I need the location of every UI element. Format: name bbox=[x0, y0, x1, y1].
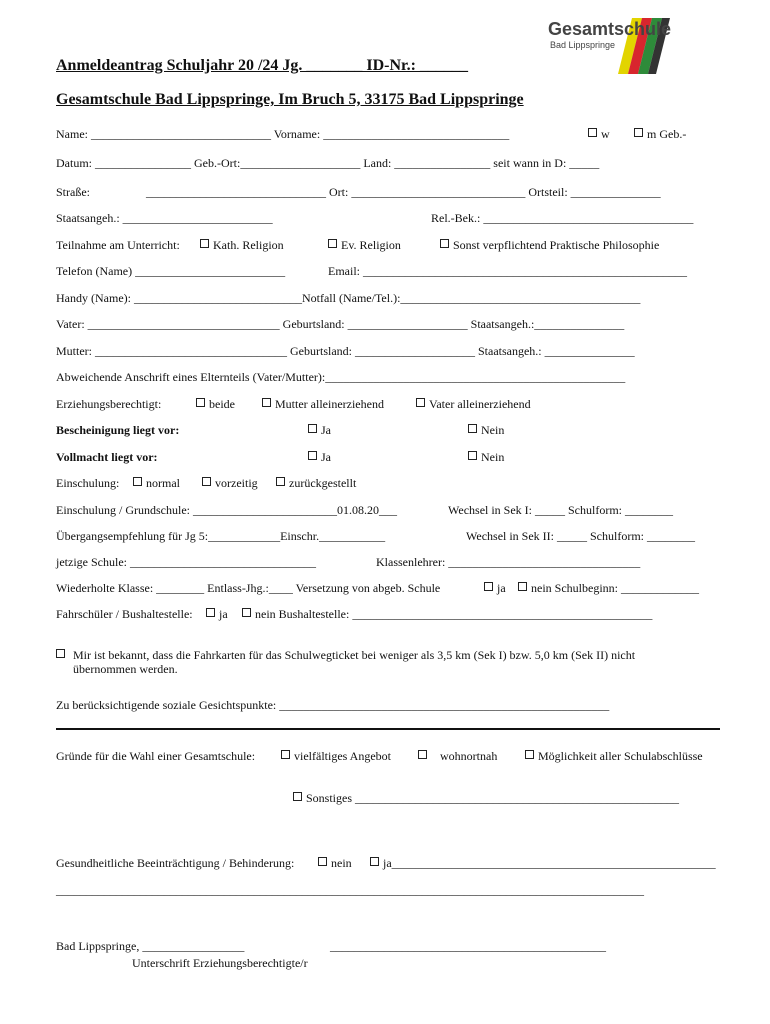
jetzige-schule-field[interactable]: jetzige Schule: _______________________________ bbox=[56, 555, 316, 569]
wohnortnah-label: wohnortnah bbox=[440, 749, 498, 763]
checkbox-icon bbox=[308, 424, 317, 433]
wohnortnah-checkbox[interactable] bbox=[418, 750, 431, 762]
datum-row[interactable]: Datum: ________________ Geb.-Ort:____________________ Land: ________________ seit wann in D: _____ bbox=[56, 156, 600, 170]
ort-datum-field[interactable]: Bad Lippspringe, _________________ bbox=[56, 939, 245, 953]
gesundheit-ja-checkbox[interactable] bbox=[370, 857, 716, 869]
grundschule-field[interactable]: Einschulung / Grundschule: ________________________01.08.20___ bbox=[56, 503, 397, 517]
erziehungsberechtigt-label: Erziehungsberechtigt: bbox=[56, 397, 162, 411]
checkbox-icon bbox=[328, 239, 337, 248]
checkbox-icon bbox=[196, 398, 205, 407]
soziale-gesichtspunkte-field[interactable]: Zu berücksichtigende soziale Gesichtspunkte: _______________________________________________________ bbox=[56, 698, 610, 712]
divider bbox=[56, 728, 720, 730]
gesundheit-ja-label: ja______________________________________________________ bbox=[383, 856, 716, 870]
versetzung-ja-checkbox[interactable] bbox=[484, 582, 506, 594]
checkbox-icon bbox=[588, 128, 597, 137]
gesundheit-nein-label: nein bbox=[331, 856, 352, 870]
einschulung-vorzeitig-checkbox[interactable] bbox=[202, 477, 258, 489]
vielfaeltig-checkbox[interactable] bbox=[281, 750, 391, 762]
gender-m-label: m Geb.- bbox=[647, 127, 687, 141]
gender-m-checkbox[interactable] bbox=[634, 128, 686, 140]
gender-w-label: w bbox=[601, 127, 610, 141]
checkbox-icon bbox=[56, 649, 65, 658]
fahrkarten-ack-checkbox[interactable] bbox=[56, 649, 69, 661]
checkbox-icon bbox=[370, 857, 379, 866]
relbek-field[interactable]: Rel.-Bek.: ___________________________________ bbox=[431, 211, 694, 225]
checkbox-icon bbox=[308, 451, 317, 460]
teilnahme-label: Teilnahme am Unterricht: bbox=[56, 238, 180, 252]
checkbox-icon bbox=[518, 582, 527, 591]
checkbox-icon bbox=[525, 750, 534, 759]
kath-religion-checkbox[interactable] bbox=[200, 239, 284, 251]
checkbox-icon bbox=[484, 582, 493, 591]
zurueck-label: zurückgestellt bbox=[289, 476, 357, 490]
vorzeitig-label: vorzeitig bbox=[215, 476, 258, 490]
beide-checkbox[interactable] bbox=[196, 398, 235, 410]
vollmacht-label: Vollmacht liegt vor: bbox=[56, 450, 158, 464]
einschulung-normal-checkbox[interactable] bbox=[133, 477, 180, 489]
name-field[interactable]: Name: ______________________________ Vorname: _______________________________ bbox=[56, 127, 510, 141]
ev-religion-label: Ev. Religion bbox=[341, 238, 401, 252]
fahrschueler-nein-checkbox[interactable] bbox=[242, 608, 652, 620]
school-logo bbox=[540, 12, 680, 76]
form-title: Anmeldeantrag Schuljahr 20 /24 Jg. _______ ID-Nr.: ______ bbox=[56, 57, 469, 74]
gruende-label: Gründe für die Wahl einer Gesamtschule: bbox=[56, 749, 256, 763]
nein-label: Nein bbox=[481, 423, 505, 437]
checkbox-icon bbox=[293, 792, 302, 801]
checkbox-icon bbox=[468, 451, 477, 460]
sonstiges-label: Sonstiges ______________________________________________________ bbox=[306, 791, 680, 805]
bescheinigung-label: Bescheinigung liegt vor: bbox=[56, 423, 180, 437]
vater-allein-label: Vater alleinerziehend bbox=[429, 397, 531, 411]
fahrschueler-ja-checkbox[interactable] bbox=[206, 608, 228, 620]
checkbox-icon bbox=[206, 608, 215, 617]
checkbox-icon bbox=[262, 398, 271, 407]
schulbeginn-label: nein Schulbeginn: _____________ bbox=[531, 581, 699, 595]
school-address: Gesamtschule Bad Lippspringe, Im Bruch 5, 33175 Bad Lippspringe bbox=[56, 91, 524, 108]
kath-religion-label: Kath. Religion bbox=[213, 238, 284, 252]
einschulung-label: Einschulung: bbox=[56, 476, 120, 490]
ja-label: ja bbox=[219, 607, 228, 621]
checkbox-icon bbox=[281, 750, 290, 759]
uebergang-field[interactable]: Übergangsempfehlung für Jg 5:____________Einschr.___________ bbox=[56, 529, 386, 543]
wechsel-sek1-field[interactable]: Wechsel in Sek I: _____ Schulform: ________ bbox=[448, 503, 674, 517]
gesundheit-label: Gesundheitliche Beeinträchtigung / Behinderung: bbox=[56, 856, 295, 870]
logo-subtitle: Bad Lippspringe bbox=[550, 40, 616, 50]
fahrkarten-text-2: übernommen werden. bbox=[73, 662, 178, 676]
vater-field[interactable]: Vater: ________________________________ Geburtsland: ____________________ Staatsangeh.:_______________ bbox=[56, 317, 625, 331]
checkbox-icon bbox=[242, 608, 251, 617]
vollmacht-nein-checkbox[interactable] bbox=[468, 451, 504, 463]
strasse-field[interactable]: ______________________________ Ort: _____________________________ Ortsteil: _______________ bbox=[146, 185, 661, 199]
fahrkarten-text-1: Mir ist bekannt, dass die Fahrkarten für das Schulwegticket bei weniger als 3,5 km (Sek I) bzw. 5,0 km (Sek II) nicht bbox=[73, 648, 636, 662]
normal-label: normal bbox=[146, 476, 180, 490]
gesundheit-nein-checkbox[interactable] bbox=[318, 857, 352, 869]
mutter-field[interactable]: Mutter: ________________________________ Geburtsland: ____________________ Staatsangeh.: _______________ bbox=[56, 344, 635, 358]
email-field[interactable]: Email: ______________________________________________________ bbox=[328, 264, 687, 278]
philosophie-label: Sonst verpflichtend Praktische Philosophie bbox=[453, 238, 660, 252]
vater-allein-checkbox[interactable] bbox=[416, 398, 531, 410]
staatsangeh-field[interactable]: Staatsangeh.: _________________________ bbox=[56, 211, 273, 225]
versetzung-nein-checkbox[interactable] bbox=[518, 582, 699, 594]
signature-field[interactable]: ______________________________________________ bbox=[330, 939, 606, 953]
fahrschueler-label: Fahrschüler / Bushaltestelle: bbox=[56, 607, 193, 621]
checkbox-icon bbox=[418, 750, 427, 759]
gesundheit-detail-field[interactable]: __________________________________________________________________________________________________ bbox=[56, 883, 644, 897]
moeglichkeit-checkbox[interactable] bbox=[525, 750, 703, 762]
checkbox-icon bbox=[200, 239, 209, 248]
wechsel-sek2-field[interactable]: Wechsel in Sek II: _____ Schulform: ________ bbox=[466, 529, 696, 543]
checkbox-icon bbox=[634, 128, 643, 137]
klassenlehrer-field[interactable]: Klassenlehrer: ________________________________ bbox=[376, 555, 641, 569]
checkbox-icon bbox=[416, 398, 425, 407]
beide-label: beide bbox=[209, 397, 235, 411]
mutter-allein-checkbox[interactable] bbox=[262, 398, 384, 410]
checkbox-icon bbox=[133, 477, 142, 486]
logo-title: Gesamtschule bbox=[548, 19, 672, 39]
nein-label: Nein bbox=[481, 450, 505, 464]
strasse-label: Straße: bbox=[56, 185, 90, 199]
sonstiges-checkbox[interactable] bbox=[293, 792, 679, 804]
wiederholt-field[interactable]: Wiederholte Klasse: ________ Entlass-Jhg.:____ Versetzung von abgeb. Schule bbox=[56, 581, 441, 595]
mutter-allein-label: Mutter alleinerziehend bbox=[275, 397, 384, 411]
signature-label: Unterschrift Erziehungsberechtigte/r bbox=[132, 956, 308, 970]
checkbox-icon bbox=[276, 477, 285, 486]
vielfaeltig-label: vielfältiges Angebot bbox=[294, 749, 391, 763]
ev-religion-checkbox[interactable] bbox=[328, 239, 401, 251]
abweichende-anschrift-field[interactable]: Abweichende Anschrift eines Elternteils (Vater/Mutter):__________________________________________________ bbox=[56, 370, 626, 384]
bushaltestelle-label: nein Bushaltestelle: __________________________________________________ bbox=[255, 607, 653, 621]
checkbox-icon bbox=[440, 239, 449, 248]
einschulung-zurueck-checkbox[interactable] bbox=[276, 477, 356, 489]
ja-label: Ja bbox=[321, 450, 331, 464]
handy-notfall-field[interactable]: Handy (Name): ____________________________Notfall (Name/Tel.):________________________________________ bbox=[56, 291, 641, 305]
telefon-field[interactable]: Telefon (Name) _________________________ bbox=[56, 264, 286, 278]
ja-label: Ja bbox=[321, 423, 331, 437]
philosophie-checkbox[interactable] bbox=[440, 239, 659, 251]
checkbox-icon bbox=[468, 424, 477, 433]
vollmacht-ja-checkbox[interactable] bbox=[308, 451, 331, 463]
bescheinigung-nein-checkbox[interactable] bbox=[468, 424, 504, 436]
checkbox-icon bbox=[318, 857, 327, 866]
moeglichkeit-label: Möglichkeit aller Schulabschlüsse bbox=[538, 749, 703, 763]
gender-w-checkbox[interactable] bbox=[588, 128, 610, 140]
checkbox-icon bbox=[202, 477, 211, 486]
bescheinigung-ja-checkbox[interactable] bbox=[308, 424, 331, 436]
ja-label: ja bbox=[497, 581, 506, 595]
